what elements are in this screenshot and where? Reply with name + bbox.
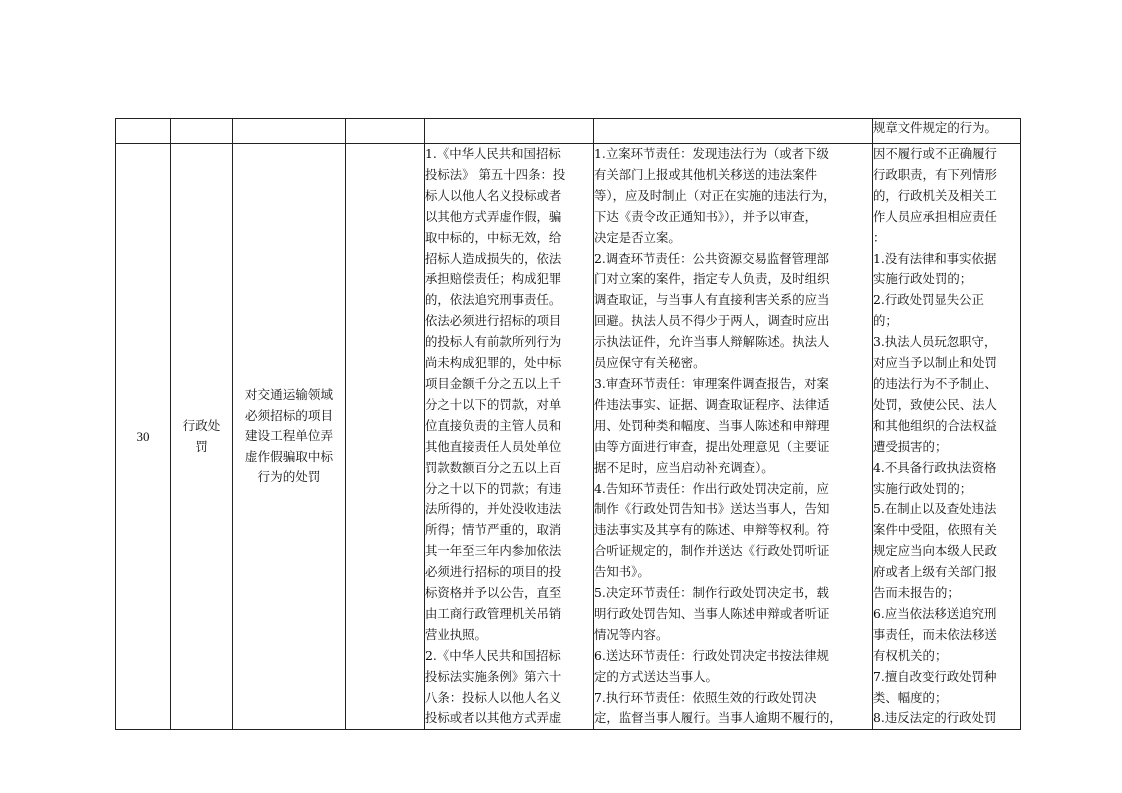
basis-line: 的投标人有前款所列行为: [425, 334, 562, 350]
accountability-line: 行政职责，有下列情形: [873, 166, 997, 182]
basis-line: 罚款数额百分之五以上百: [425, 459, 562, 475]
responsibility-line: 等），应及时制止（对正在实施的违法行为，: [594, 187, 836, 203]
responsibility-line: 2.调查环节责任：公共资源交易监督管理部: [594, 250, 829, 266]
prev-cell-basis: [425, 119, 594, 144]
basis-line: 营业执照。: [425, 626, 487, 642]
accountability-line: 的；: [873, 313, 898, 329]
row-number: 30: [116, 144, 171, 730]
basis-line: 以其他方式弄虚作假，骗: [425, 208, 562, 224]
accountability-line: 2.行政处罚显失公正: [873, 292, 984, 308]
sub-item-name: [346, 144, 425, 730]
responsibility-line: 违法事实及其享有的陈述、申辩等权利。符: [594, 522, 830, 538]
accountability-line: 有权机关的；: [873, 647, 948, 663]
prev-cell-responsibility: [594, 119, 873, 144]
accountability-line: 因不履行或不正确履行: [873, 146, 997, 161]
accountability-line: 遭受损害的；: [873, 438, 948, 454]
accountability-line: 告而未报告的；: [873, 585, 960, 601]
responsibility-line: 调查取证，与当事人有直接利害关系的应当: [594, 292, 830, 308]
basis-line: 标人以他人名义投标或者: [425, 187, 562, 203]
table-row: [116, 144, 1021, 730]
accountability-line: 8.违反法定的行政处罚: [873, 710, 997, 726]
basis-line: 投标法》 第五十四条：投: [425, 166, 566, 182]
responsibility-line: 情况等内容。: [594, 626, 669, 642]
accountability-line: 作人员应承担相应责任: [873, 208, 997, 224]
basis-line: 分之十以下的罚款；有违: [425, 480, 562, 496]
responsibility-line: 定，监督当事人履行。当事人逾期不履行的，: [594, 710, 842, 726]
responsibility-line: 合听证规定的，制作并送达《行政处罚听证: [594, 543, 830, 559]
responsibility-items: [594, 144, 873, 730]
basis-line: 依法必须进行招标的项目: [425, 313, 562, 329]
basis-line: 其一年至三年内参加依法: [425, 543, 562, 559]
basis-line: 取中标的，中标无效，给: [425, 229, 562, 245]
power-category: [171, 144, 233, 730]
responsibility-line: 明行政处罚告知、当事人陈述申辩或者听证: [594, 605, 830, 621]
accountability-line: 的违法行为不予制止、: [873, 375, 997, 391]
accountability-line: 规定应当向本级人民政: [873, 543, 997, 559]
legal-basis: [425, 144, 594, 730]
item-line: 行为的处罚: [257, 469, 321, 485]
responsibility-line: 决定是否立案。: [594, 229, 681, 245]
accountability-line: 类、幅度的；: [873, 689, 948, 705]
basis-line: 承担赔偿责任；构成犯罪: [425, 271, 562, 287]
responsibility-line: 3.审查环节责任：审理案件调查报告，对案: [594, 375, 829, 391]
responsibility-line: 件违法事实、证据、调查取证程序、法律适: [594, 396, 830, 412]
basis-line: 项目金额千分之五以上千: [425, 375, 562, 391]
accountability-line: 的，行政机关及相关工: [873, 187, 997, 203]
basis-line: 位直接负责的主管人员和: [425, 417, 562, 433]
item-line: 对交通运输领域: [244, 387, 334, 403]
responsibility-line: 有关部门上报或其他机关移送的违法案件: [594, 166, 818, 182]
basis-line: 由工商行政管理机关吊销: [425, 605, 562, 621]
accountability-line: 案件中受阻，依照有关: [873, 522, 997, 538]
accountability-line: 6.应当依法移送追究刑: [873, 605, 997, 621]
item-line: 虚作假骗取中标: [244, 448, 334, 464]
category-line: 罚: [195, 438, 208, 454]
power-list-table: [115, 118, 1021, 730]
prev-cell-category: [171, 119, 233, 144]
basis-line: 必须进行招标的项目的投: [425, 564, 562, 580]
responsibility-line: 示执法证件，允许当事人辩解陈述。执法人: [594, 334, 830, 350]
accountability-line: 7.擅自改变行政处罚种: [873, 668, 997, 684]
basis-line: 招标人造成损失的，依法: [425, 250, 562, 266]
basis-line: 分之十以下的罚款，对单: [425, 396, 562, 412]
basis-line: 的，依法追究刑事责任。: [425, 292, 562, 308]
item-line: 必须招标的项目: [244, 407, 334, 423]
accountability-line: 实施行政处罚的；: [873, 480, 973, 496]
basis-line: 所得；情节严重的，取消: [425, 522, 562, 538]
prev-cell-sub-item: [346, 119, 425, 144]
accountability-line: 3.执法人员玩忽职守，: [873, 334, 997, 350]
responsibility-line: 由等方面进行审查，提出处理意见（主要证: [594, 438, 830, 454]
responsibility-line: 制作《行政处罚告知书》送达当事人，告知: [594, 501, 830, 517]
item-name: [233, 144, 346, 730]
accountability-line: 事责任，而未依法移送: [873, 626, 997, 642]
responsibility-line: 员应保守有关秘密。: [594, 355, 706, 371]
responsibility-line: 4.告知环节责任：作出行政处罚决定前，应: [594, 480, 829, 496]
previous-row-continuation: [116, 119, 1021, 144]
accountability-line: 4.不具备行政执法资格: [873, 459, 997, 475]
prev-cell-accountability: 规章文件规定的行为。: [873, 119, 1021, 144]
accountability-line: 府或者上级有关部门报: [873, 564, 997, 580]
accountability-line: 对应当予以制止和处罚: [873, 355, 997, 371]
basis-line: 八条：投标人以他人名义: [425, 689, 562, 705]
basis-line: 2.《中华人民共和国招标: [425, 647, 561, 663]
basis-line: 1.《中华人民共和国招标: [425, 146, 561, 161]
prev-cell-item: [233, 119, 346, 144]
responsibility-line: 下达《责令改正通知书》），并予以审查，: [594, 208, 818, 224]
responsibility-line: 7.执行环节责任：依照生效的行政处罚决: [594, 689, 817, 705]
accountability-line: 实施行政处罚的；: [873, 271, 973, 287]
basis-line: 其他直接责任人员处单位: [425, 438, 562, 454]
accountability-line: 和其他组织的合法权益: [873, 417, 997, 433]
responsibility-line: 定的方式送达当事人。: [594, 668, 718, 684]
basis-line: 投标或者以其他方式弄虚: [425, 710, 562, 726]
basis-line: 尚未构成犯罪的，处中标: [425, 355, 562, 371]
accountability-items: [873, 144, 1021, 730]
accountability-line: ：: [873, 229, 886, 245]
responsibility-line: 1.立案环节责任：发现违法行为（或者下级: [594, 146, 829, 161]
basis-line: 投标法实施条例》第六十: [425, 668, 562, 684]
accountability-line: 1.没有法律和事实依据: [873, 250, 997, 266]
accountability-line: 处罚，致使公民、法人: [873, 396, 997, 412]
prev-cell-number: [116, 119, 171, 144]
basis-line: 标资格并予以公告，直至: [425, 585, 562, 601]
responsibility-line: 用、处罚种类和幅度、当事人陈述和申辩理: [594, 417, 830, 433]
basis-line: 法所得的，并处没收违法: [425, 501, 562, 517]
responsibility-line: 告知书》。: [594, 564, 650, 580]
category-line: 行政处: [182, 418, 221, 434]
item-line: 建设工程单位弄: [244, 428, 334, 444]
responsibility-line: 门对立案的案件，指定专人负责，及时组织: [594, 271, 830, 287]
responsibility-line: 回避。执法人员不得少于两人，调查时应出: [594, 313, 830, 329]
responsibility-line: 据不足时，应当启动补充调查）。: [594, 459, 774, 475]
responsibility-line: 6.送达环节责任：行政处罚决定书按法律规: [594, 647, 829, 663]
responsibility-line: 5.决定环节责任：制作行政处罚决定书，载: [594, 585, 829, 601]
accountability-line: 5.在制止以及查处违法: [873, 501, 997, 517]
